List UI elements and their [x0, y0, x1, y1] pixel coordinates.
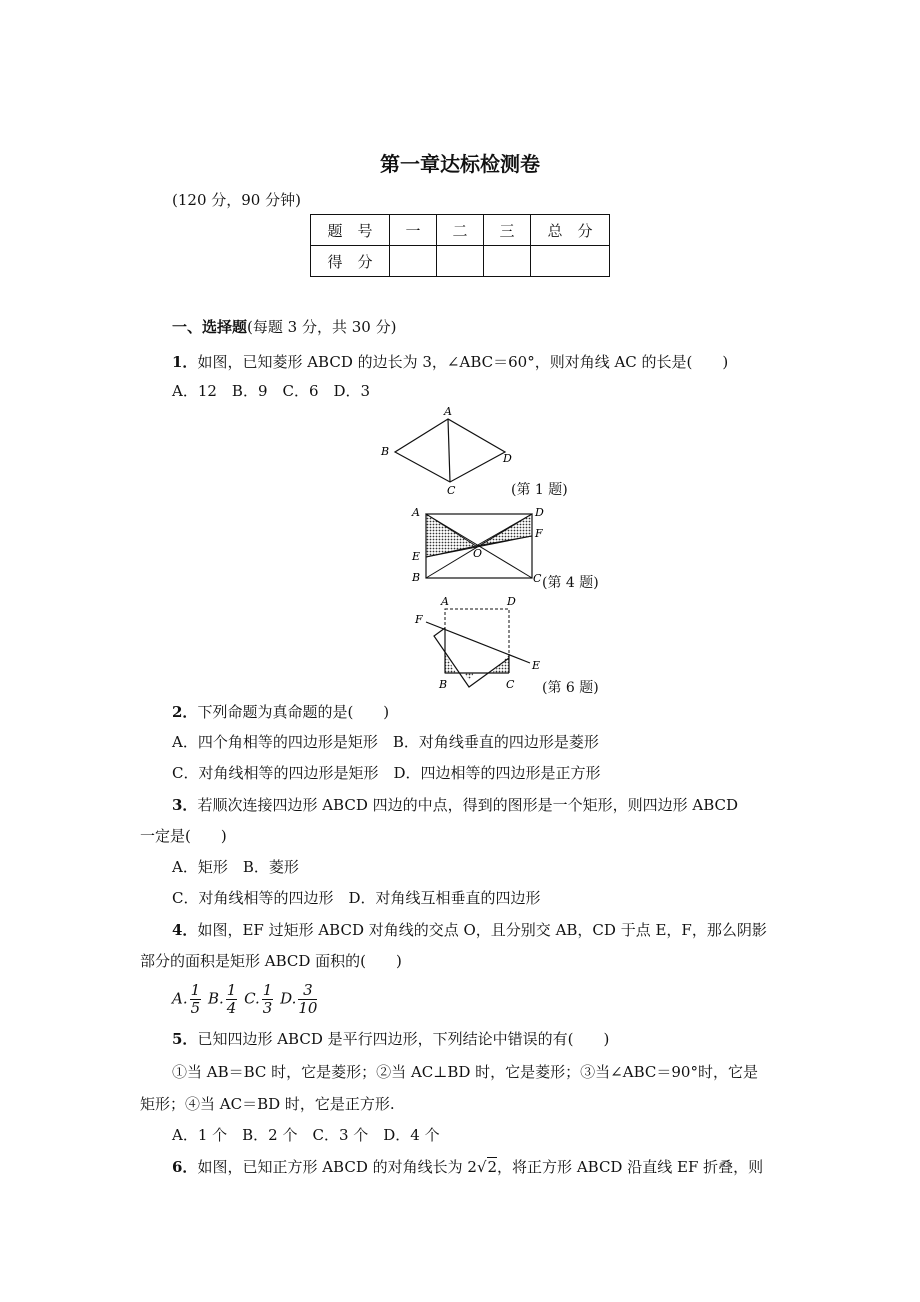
- label-o: O: [473, 547, 483, 560]
- question-1-options: A．12 B．9 C．6 D．3: [172, 382, 371, 400]
- table-cell: 题 号: [311, 215, 390, 246]
- label-b: B: [381, 445, 390, 458]
- sqrt-radicand: 2: [487, 1158, 498, 1176]
- exam-info: (120 分，90 分钟): [172, 191, 301, 209]
- score-cell: [531, 246, 610, 277]
- section-heading-label: 一、选择题: [172, 318, 248, 336]
- label-d: D: [503, 452, 512, 465]
- option-a-letter: A.: [172, 989, 188, 1008]
- label-f: F: [535, 527, 543, 540]
- option-b-letter: B.: [207, 989, 224, 1008]
- question-number: 3．: [172, 796, 198, 814]
- question-number: 5．: [172, 1030, 198, 1048]
- option-c-letter: C.: [244, 989, 260, 1008]
- question-text: 若顺次连接四边形 ABCD 四边的中点，得到的图形是一个矩形，则四边形 ABCD: [197, 796, 739, 814]
- shaded-region-left: [445, 654, 456, 673]
- question-1: [172, 352, 728, 372]
- label-d: D: [507, 595, 516, 608]
- shaded-region-middle: [464, 673, 474, 680]
- table-row: [311, 215, 610, 246]
- question-2: [172, 702, 389, 722]
- question-5-statements: ①当 AB＝BC 时，它是菱形；②当 AC⊥BD 时，它是菱形；③当∠ABC＝90°时，它是: [172, 1063, 758, 1081]
- question-text-rest: ，将正方形 ABCD 沿直线 EF 折叠，则: [497, 1158, 764, 1176]
- diagonal-ac: [448, 419, 450, 482]
- shaded-triangle-left: [426, 514, 476, 557]
- question-number: 1．: [172, 353, 198, 371]
- original-square: [445, 609, 509, 673]
- question-2-options-ab: A．四个角相等的四边形是矩形 B．对角线垂直的四边形是菱形: [172, 733, 599, 751]
- label-f: F: [415, 613, 423, 626]
- question-text: 已知四边形 ABCD 是平行四边形，下列结论中错误的有( ): [197, 1030, 610, 1048]
- label-c: C: [533, 572, 542, 585]
- label-a: A: [441, 595, 449, 608]
- label-c: C: [506, 678, 515, 691]
- question-3: [172, 795, 738, 815]
- figure-4-rectangle: [408, 502, 548, 588]
- question-3-options-cd: C．对角线相等的四边形 D．对角线互相垂直的四边形: [172, 889, 541, 907]
- question-3-options-ab: A．矩形 B．菱形: [172, 858, 299, 876]
- question-4-options: [172, 982, 319, 1017]
- denominator: 3: [262, 999, 273, 1017]
- table-row: [311, 246, 610, 277]
- question-text: 如图，EF 过矩形 ABCD 对角线的交点 O，且分别交 AB，CD 于点 E，F，那么阴影: [197, 921, 767, 939]
- denominator: 5: [190, 999, 201, 1017]
- table-cell: 三: [484, 215, 531, 246]
- numerator: 1: [226, 981, 237, 999]
- fraction-d: [298, 982, 317, 1017]
- numerator: 3: [298, 982, 317, 1000]
- question-text: 如图，已知菱形 ABCD 的边长为 3，∠ABC＝60°，则对角线 AC 的长是( ): [197, 353, 729, 371]
- section-heading: [172, 317, 396, 337]
- question-number: 4．: [172, 921, 198, 939]
- figure-1-rhombus: [375, 402, 515, 498]
- score-table: [310, 214, 610, 277]
- fraction-c: [262, 982, 274, 1017]
- question-number: 2．: [172, 703, 198, 721]
- question-4: [172, 920, 767, 940]
- table-cell: 总 分: [531, 215, 610, 246]
- label-a: A: [444, 405, 452, 418]
- figure-6-folded-square: [408, 592, 548, 692]
- label-d: D: [535, 506, 544, 519]
- numerator: 1: [190, 981, 201, 999]
- score-cell: [390, 246, 437, 277]
- figure-6-caption: (第 6 题): [542, 680, 599, 696]
- denominator: 4: [226, 999, 237, 1017]
- question-5-options: A．1 个 B．2 个 C．3 个 D．4 个: [172, 1126, 440, 1144]
- numerator: 1: [262, 981, 273, 999]
- score-cell: [484, 246, 531, 277]
- question-2-options-cd: C．对角线相等的四边形是矩形 D．四边相等的四边形是正方形: [172, 764, 601, 782]
- section-heading-detail: (每题 3 分，共 30 分): [247, 318, 397, 336]
- label-b: B: [439, 678, 448, 691]
- table-cell: 得 分: [311, 246, 390, 277]
- question-6: [172, 1157, 763, 1177]
- label-e: E: [532, 659, 541, 672]
- question-text: 如图，已知正方形 ABCD 的对角线长为 2: [197, 1158, 477, 1176]
- label-b: B: [412, 571, 421, 584]
- question-5-statements-continued: 矩形；④当 AC＝BD 时，它是正方形.: [140, 1095, 395, 1113]
- figure-4-caption: (第 4 题): [542, 575, 599, 591]
- page-title: 第一章达标检测卷: [380, 152, 540, 176]
- question-5: [172, 1029, 609, 1049]
- option-d-letter: D.: [280, 989, 297, 1008]
- label-e: E: [412, 550, 421, 563]
- sqrt-sign: √: [476, 1158, 487, 1176]
- denominator: 10: [298, 999, 318, 1017]
- label-a: A: [412, 506, 420, 519]
- label-c: C: [447, 484, 456, 497]
- question-number: 6．: [172, 1158, 198, 1176]
- score-cell: [437, 246, 484, 277]
- fraction-a: [190, 982, 202, 1017]
- table-cell: 二: [437, 215, 484, 246]
- fraction-b: [226, 982, 238, 1017]
- fold-line-ef: [426, 622, 530, 663]
- question-text: 下列命题为真命题的是( ): [197, 703, 390, 721]
- table-cell: 一: [390, 215, 437, 246]
- figure-1-caption: (第 1 题): [511, 482, 568, 498]
- question-4-continued: 部分的面积是矩形 ABCD 面积的( ): [140, 952, 402, 970]
- question-3-continued: 一定是( ): [140, 827, 227, 845]
